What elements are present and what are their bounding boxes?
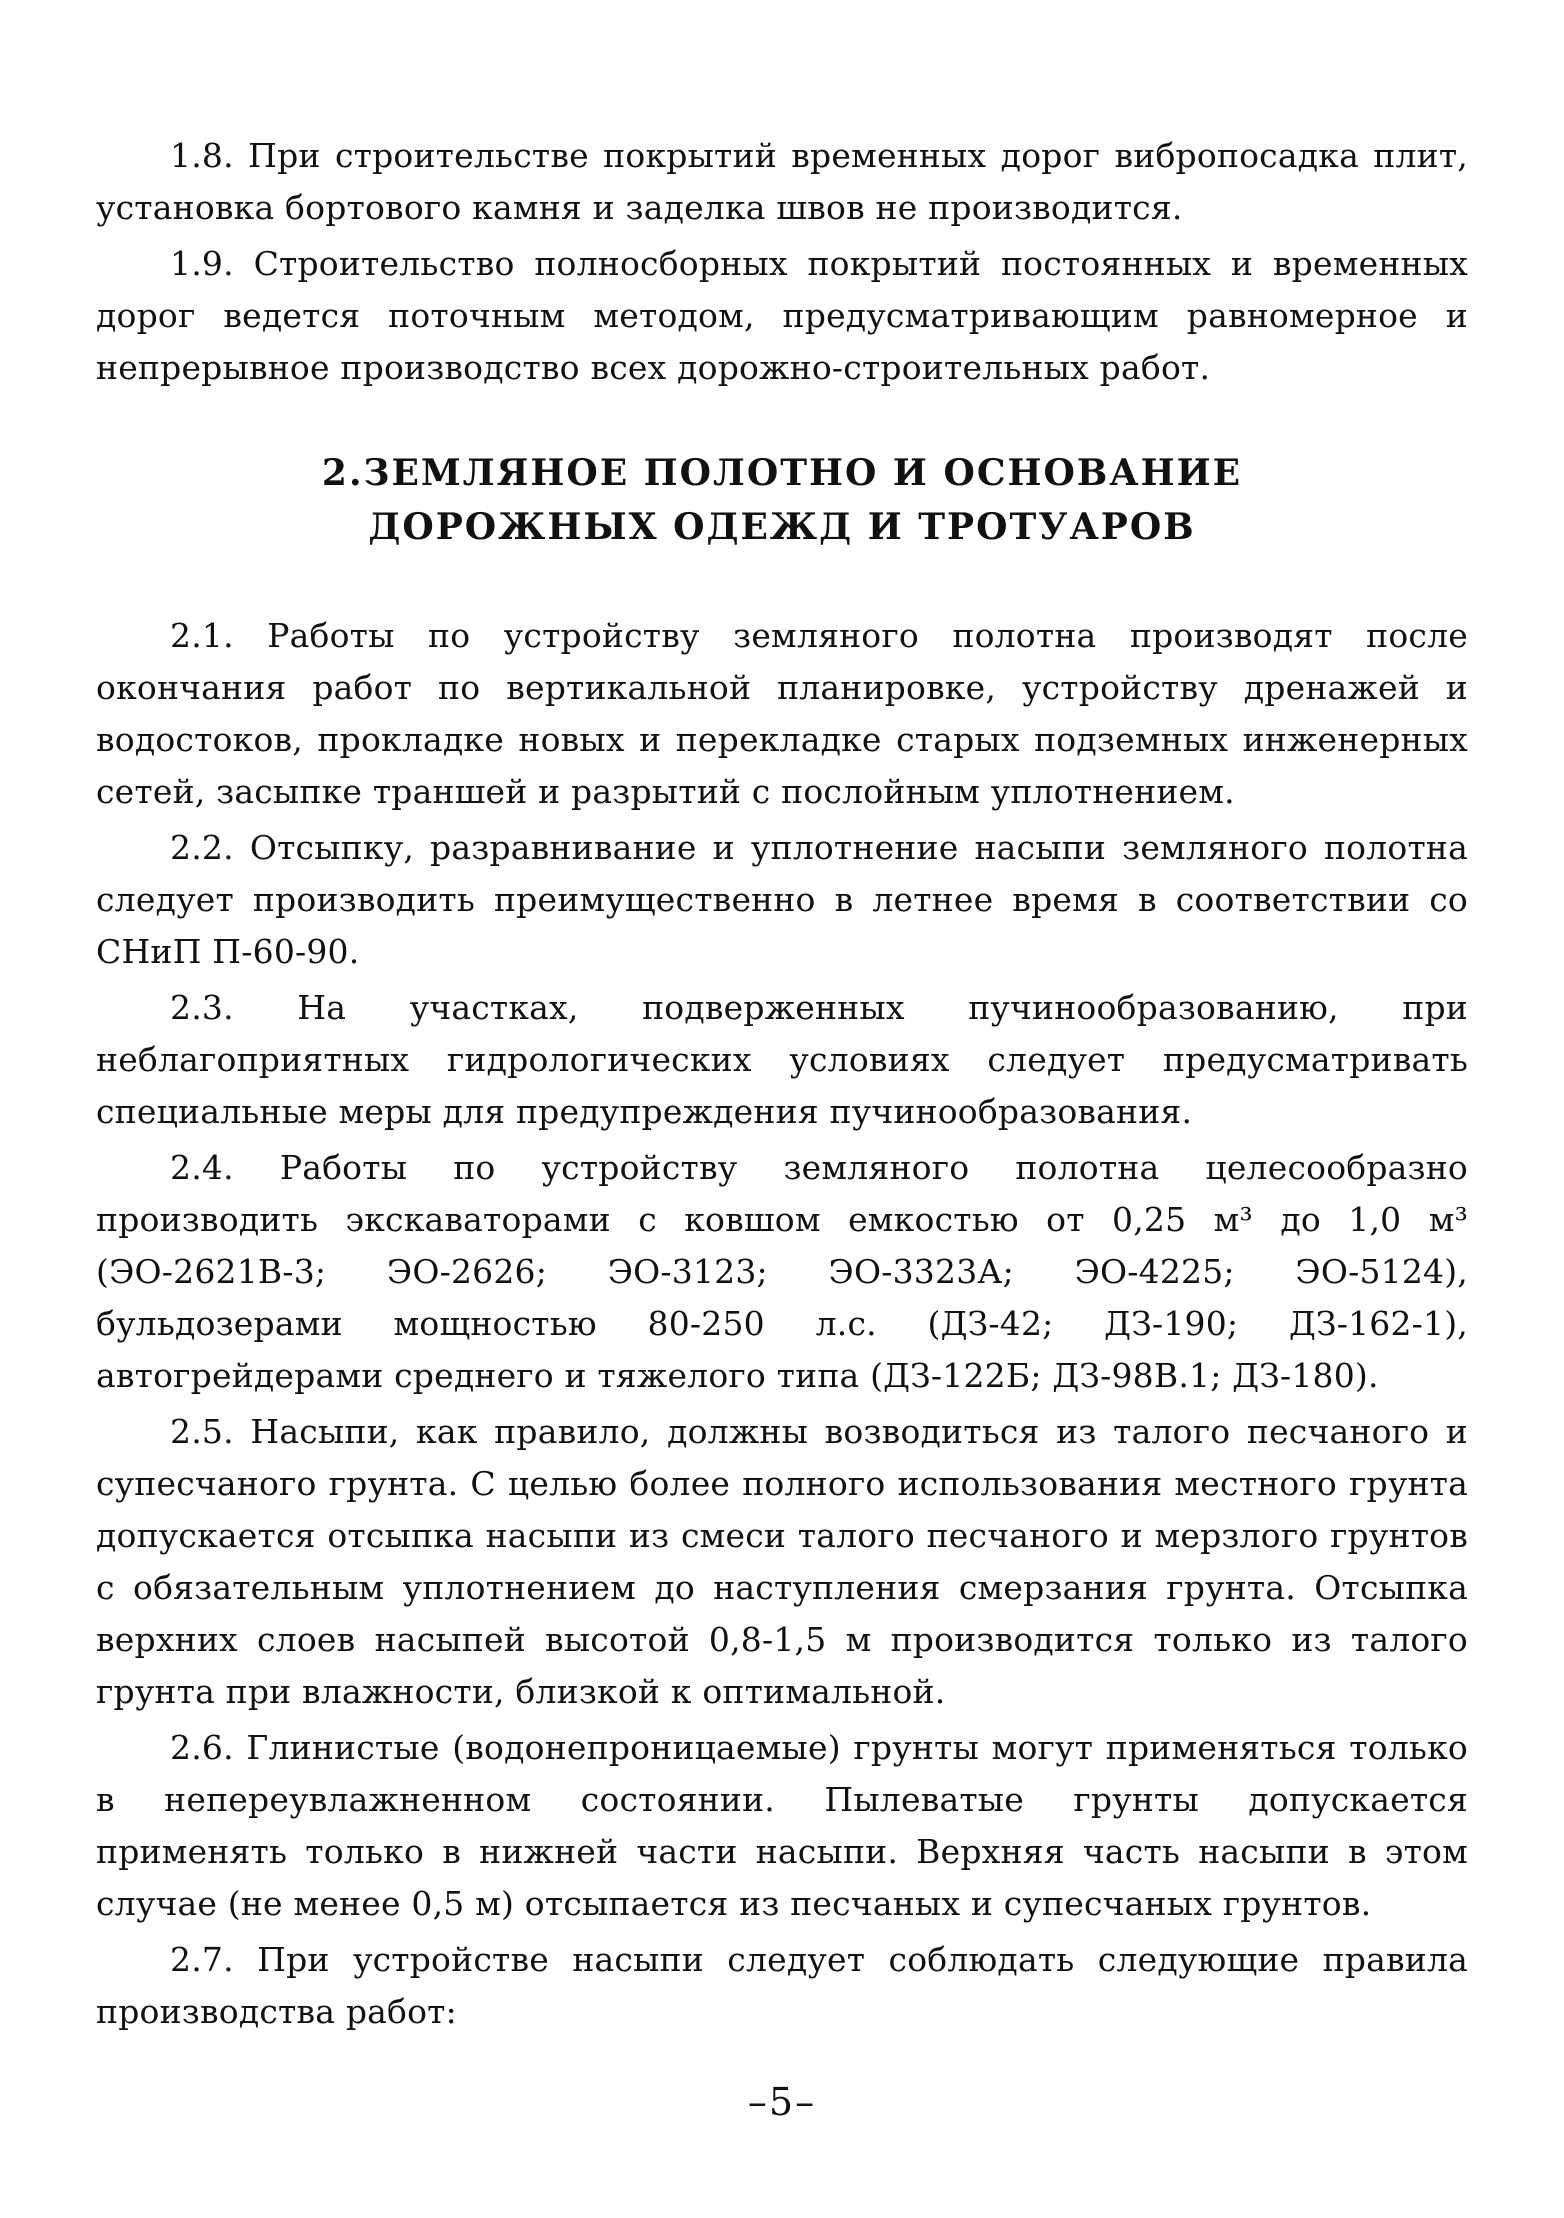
paragraph-1-9: 1.9. Строительство полносборных покрытий постоянных и временных дорог ведется поточным методом, предусматривающим равномерное и непрерывное производство всех дорожно-строительных работ. [96,244,1468,387]
paragraph-1-8: 1.8. При строительстве покрытий временных дорог вибропосадка плит, установка бортового камня и заделка швов не производится. [96,136,1468,227]
section-heading-line-2: ДОРОЖНЫХ ОДЕЖД И ТРОТУАРОВ [368,506,1196,548]
paragraph-2-1: 2.1. Работы по устройству земляного полотна производят после окончания работ по вертикальной планировке, устройству дренажей и водостоков, прокладке новых и перекладке старых подземных инженерных сетей, засыпке траншей и разрытий с послойным уплотнением. [96,616,1468,811]
paragraph-2-7: 2.7. При устройстве насыпи следует соблюдать следующие правила производства работ: [96,1940,1468,2031]
paragraph-2-5: 2.5. Насыпи, как правило, должны возводиться из талого песчаного и супесчаного грунта. С целью более полного использования местного грунта допускается отсыпка насыпи из смеси талого песчаного и мерзлого грунтов с обязательным уплотнением до наступления смерзания грунта. Отсыпка верхних слоев насыпей высотой 0,8-1,5 м производится только из талого грунта при влажности, близкой к оптимальной. [96,1412,1468,1711]
document-page [96,130,1468,2042]
paragraph-2-4: 2.4. Работы по устройству земляного полотна целесообразно производить экскаваторами с ковшом емкостью от 0,25 м³ до 1,0 м³ (ЭО-2621В-3; ЭО-2626; ЭО-3123; ЭО-3323А; ЭО-4225; ЭО-5124), бульдозерами мощностью 80-250 л.с. (ДЗ-42; ДЗ-190; ДЗ-162-1), автогрейдерами среднего и тяжелого типа (ДЗ-122Б; ДЗ-98В.1; ДЗ-180). [96,1148,1468,1395]
paragraph-2-3: 2.3. На участках, подверженных пучинообразованию, при неблагоприятных гидрологических условиях следует предусматривать специальные меры для предупреждения пучинообразования. [96,988,1468,1131]
section-heading-line-1: 2.ЗЕМЛЯНОЕ ПОЛОТНО И ОСНОВАНИЕ [321,452,1243,494]
paragraph-2-2: 2.2. Отсыпку, разравнивание и уплотнение насыпи земляного полотна следует производить преимущественно в летнее время в соответствии со СНиП П-60-90. [96,828,1468,971]
paragraph-2-6: 2.6. Глинистые (водонепроницаемые) грунты могут применяться только в непереувлажненном состоянии. Пылеватые грунты допускается применять только в нижней части насыпи. Верхняя часть насыпи в этом случае (не менее 0,5 м) отсыпается из песчаных и супесчаных грунтов. [96,1728,1468,1923]
section-heading [96,446,1468,554]
page-number: –5– [747,2080,817,2124]
